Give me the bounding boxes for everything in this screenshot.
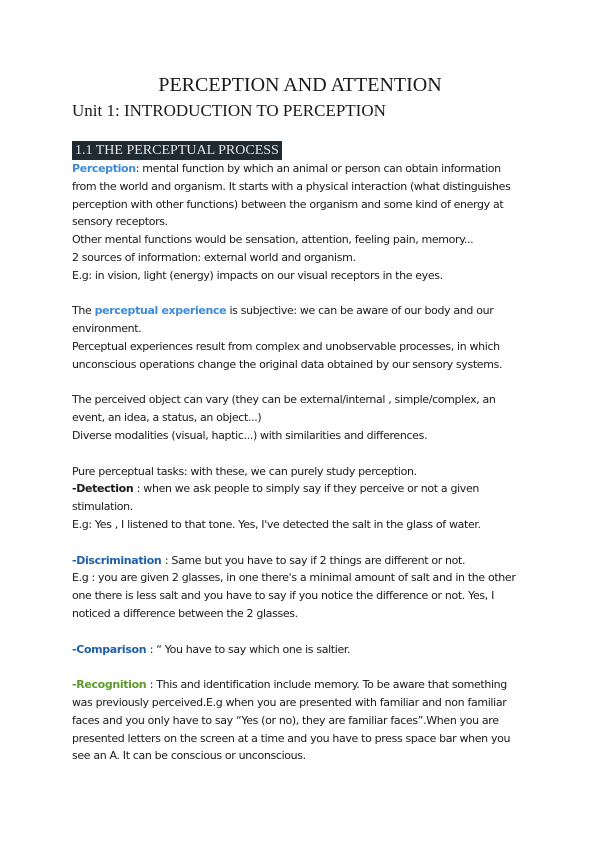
detection-term: -Detection <box>72 482 137 496</box>
modalities: Diverse modalities (visual, haptic...) with similarities and differences. <box>72 428 428 442</box>
comparison-paragraph <box>72 641 528 659</box>
comparison-term: -Comparison <box>72 642 150 656</box>
tasks-intro: Pure perceptual tasks: with these, we can purely study perception. <box>72 464 417 478</box>
discrimination-paragraph <box>72 552 528 570</box>
experience-paragraph <box>72 302 528 338</box>
detection-text: : when we ask people to simply say if they perceive or not a given stimulation. <box>72 482 479 514</box>
detection-paragraph <box>72 480 528 516</box>
experience-rest: is subjective: we can be aware of our body and our environment. <box>72 304 494 336</box>
spacer <box>72 623 528 641</box>
document-body <box>72 160 528 765</box>
vision-example: E.g: in vision, light (energy) impacts on our visual receptors in the eyes. <box>72 268 443 282</box>
spacer <box>72 285 528 303</box>
experience-detail: Perceptual experiences result from complex and unobservable processes, in which unconscious operations change the original data obtained by our sensory systems. <box>72 339 503 371</box>
detection-example: E.g: Yes , I listened to that tone. Yes, I've detected the salt in the glass of water. <box>72 517 481 531</box>
other-functions: Other mental functions would be sensation, attention, feeling pain, memory... <box>72 233 474 247</box>
perception-term: Perception <box>72 162 136 175</box>
information-sources: 2 sources of information: external world and organism. <box>72 250 356 264</box>
discrimination-example: E.g : you are given 2 glasses, in one there's a minimal amount of salt and in the other one there is less salt and you have to say if you notice the difference or not. Yes, I noticed a difference between the 2 glasses. <box>72 571 516 620</box>
spacer <box>72 534 528 552</box>
recognition-text: : This and identification include memory. To be aware that something was previously perceived.E.g when you are presented with familiar and non familiar faces and you only have to say “Yes (or no), they are familiar faces”.When you are presented letters on the screen at a time and you have to press space bar when you see an A. It can be conscious or unconscious. <box>72 678 511 763</box>
recognition-paragraph <box>72 676 528 765</box>
unit-heading: Unit 1: INTRODUCTION TO PERCEPTION <box>72 101 386 120</box>
spacer <box>72 445 528 463</box>
object-vary: The perceived object can vary (they can be external/internal , simple/complex, an event, an idea, a status, an object...) <box>72 393 496 425</box>
experience-lead: The <box>72 304 95 318</box>
discrimination-term: -Discrimination <box>72 553 165 567</box>
spacer <box>72 658 528 676</box>
discrimination-text: : Same but you have to say if 2 things are different or not. <box>164 553 466 567</box>
section-heading-label: 1.1 THE PERCEPTUAL PROCESS <box>72 141 282 160</box>
perception-definition <box>72 160 528 231</box>
perception-def-text: : mental function by which an animal or person can obtain information from the world and organism. It starts with a physical interaction (what distinguishes perception with other functions) between the organism and some kind of energy at sensory receptors. <box>72 162 511 229</box>
comparison-text: : “ You have to say which one is saltier. <box>149 642 351 656</box>
perceptual-experience-term: perceptual experience <box>94 304 227 318</box>
recognition-term: -Recognition <box>72 678 150 692</box>
spacer <box>72 374 528 392</box>
document-title: PERCEPTION AND ATTENTION <box>158 74 442 96</box>
section-heading <box>72 140 528 160</box>
